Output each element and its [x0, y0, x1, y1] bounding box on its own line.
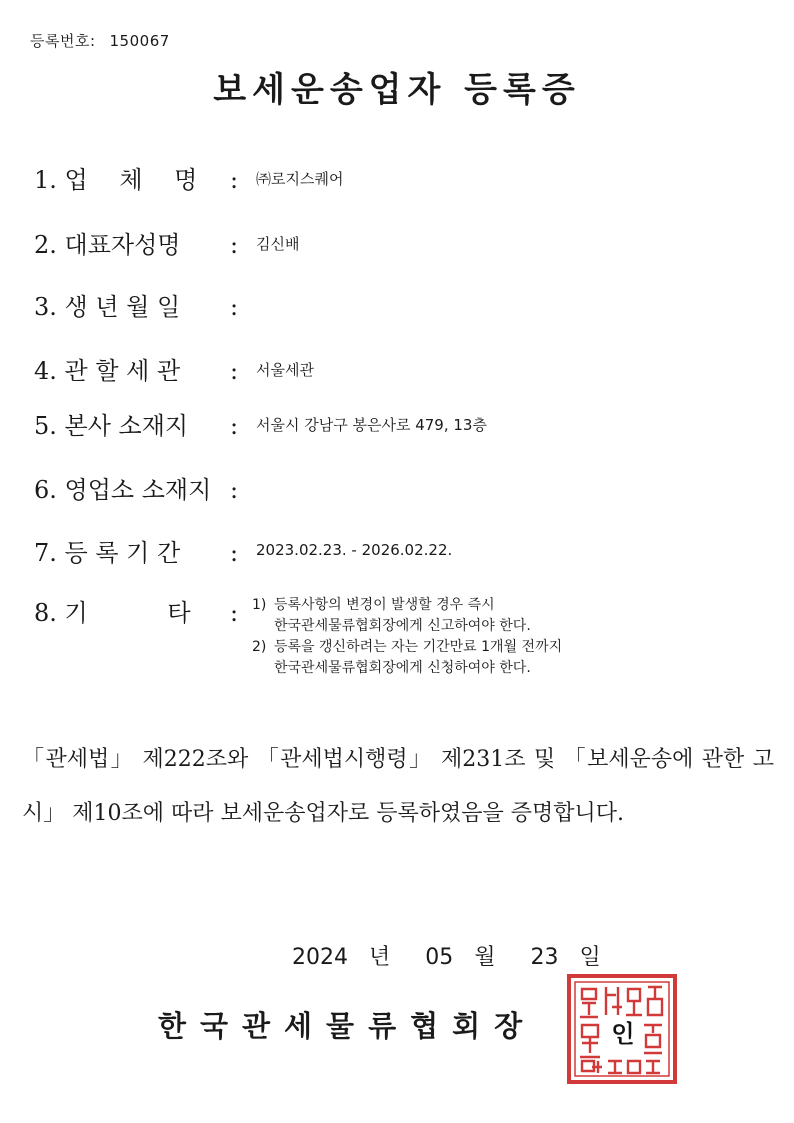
note-item-continued: 한국관세물류협회장에게 신고하여야 한다.	[274, 618, 531, 634]
certification-statement: 「관세법」 제222조와 「관세법시행령」 제231조 및 「보세운송에 관한 고시」 제10조에 따라 보세운송업자로 등록하였음을 증명합니다.	[22, 747, 774, 826]
field-branch-office: 6. 영업소 소재지 :	[34, 476, 239, 504]
note-item-continued: 한국관세물류협회장에게 신청하여야 한다.	[274, 660, 531, 676]
company-name-value: ㈜로지스퀘어	[256, 170, 344, 188]
representative-value: 김신배	[256, 235, 300, 253]
field-company-name: 1. 업 체 명 :	[34, 166, 239, 194]
note-item: 2) 등록을 갱신하려는 자는 기간만료 1개월 전까지	[252, 639, 563, 655]
field-customs-office: 4. 관 할 세 관 :	[34, 357, 239, 385]
field-birthdate: 3. 생 년 월 일 :	[34, 293, 239, 321]
field-other: 8. 기 타 :	[34, 599, 239, 627]
registration-value: 150067	[109, 32, 170, 50]
notes-list	[252, 595, 562, 679]
field-representative: 2. 대표자성명 :	[34, 231, 239, 259]
registration-period-value: 2023.02.23. - 2026.02.22.	[256, 541, 453, 559]
registration-label: 등록번호:	[30, 32, 96, 50]
issuer-name: 한국관세물류협회장	[158, 1009, 537, 1043]
document-title: 보세운송업자 등록증	[213, 70, 581, 110]
field-registration-period: 7. 등 록 기 간 :	[34, 539, 239, 567]
seal-character: 인	[611, 1020, 635, 1048]
registration-number	[30, 30, 170, 51]
note-item: 1) 등록사항의 변경이 발생할 경우 즉시	[252, 597, 495, 613]
customs-office-value: 서울세관	[256, 361, 314, 379]
issue-date: 2024 년 05 월 23 일	[292, 945, 601, 970]
headquarters-value: 서울시 강남구 봉은사로 479, 13층	[256, 416, 487, 434]
field-headquarters: 5. 본사 소재지 :	[34, 412, 239, 440]
